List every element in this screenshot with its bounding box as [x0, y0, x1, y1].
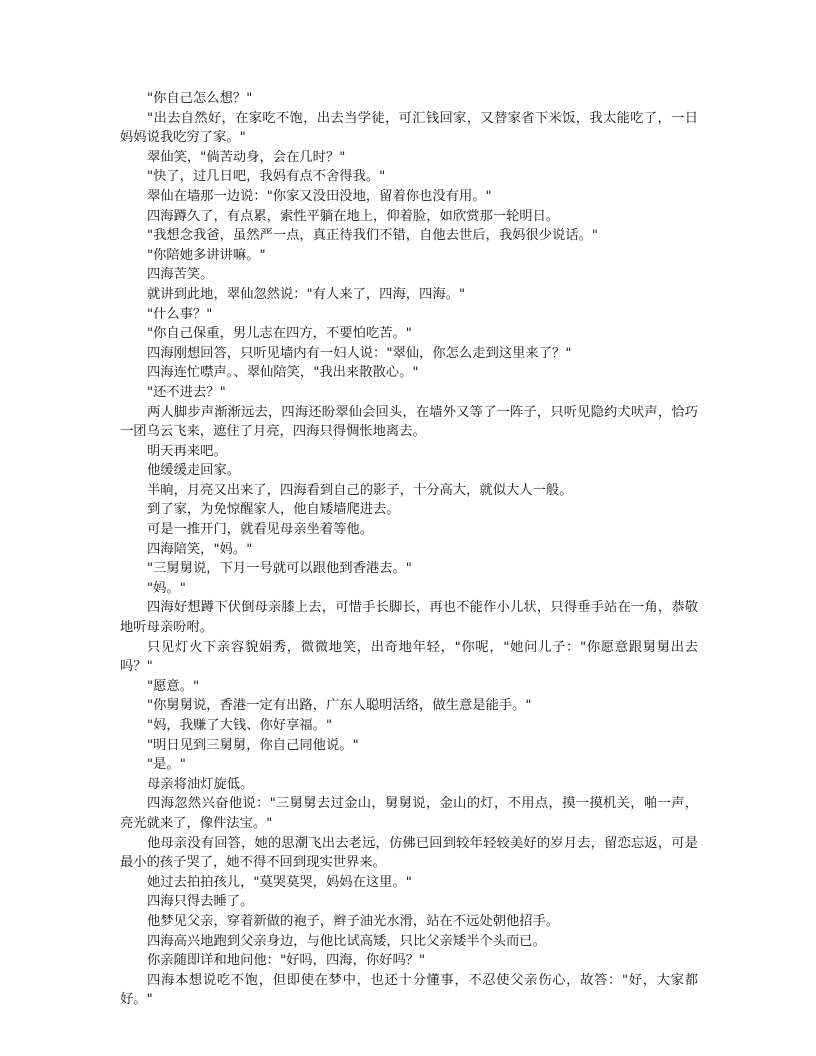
paragraph: 四海刚想回答，只听见墙内有一妇人说："翠仙，你怎么走到这里来了？" — [147, 345, 572, 361]
paragraph: 四海苦笑。 — [147, 267, 214, 283]
paragraph: "妈，我赚了大钱、你好享福。" — [147, 718, 333, 733]
paragraph: 四海好想蹲下伏倒母亲膝上去，可惜手长脚长，再也不能作小儿状，只得垂手站在一角，恭敬地听母亲吩咐。 — [120, 600, 698, 636]
paragraph: "三舅舅说，下月一号就可以跟他到香港去。" — [147, 561, 412, 577]
paragraph: "你自己怎么想？" — [147, 91, 253, 106]
paragraph: "我想念我爸，虽然严一点，真正待我们不错，自他去世后，我妈很少说话。" — [147, 228, 599, 244]
paragraph: 他缓缓走回家。 — [147, 463, 241, 479]
paragraph: 她过去拍拍孩儿，"莫哭莫哭，妈妈在这里。" — [147, 874, 412, 890]
paragraph: "妈。" — [147, 580, 186, 596]
paragraph: 四海陪笑，"妈。" — [147, 541, 253, 557]
paragraph: 四海蹲久了，有点累，索性平躺在地上，仰着脸，如欣赏那一轮明日。 — [147, 208, 560, 224]
paragraph: 只见灯火下亲容貌娟秀，微微地笑，出奇地年轻，"你呢，"她问儿子："你愿意跟舅舅出去吗？" — [120, 639, 698, 675]
paragraph: 翠仙在墙那一边说："你家又没田没地，留着你也没有用。" — [147, 188, 492, 204]
paragraph: 可是一推开门，就看见母亲坐着等他。 — [147, 522, 374, 538]
paragraph: 就讲到此地，翠仙忽然说："有人来了，四海，四海。" — [147, 286, 466, 302]
paragraph: 四海只得去睡了。 — [147, 894, 254, 910]
paragraph: "出去自然好，在家吃不饱，出去当学徒，可汇钱回家，又替家省下米饭，我太能吃了，一日妈妈说我吃穷了家。" — [120, 110, 698, 146]
paragraph: "明日见到三舅舅，你自己同他说。" — [147, 737, 359, 753]
paragraph: 到了家，为免惊醒家人，他自矮墙爬进去。 — [147, 502, 400, 518]
paragraph: 他母亲没有回答，她的思潮飞出去老远，仿佛已回到较年轻较美好的岁月去，留恋忘返，可是最小的孩子哭了，她不得不回到现实世界来。 — [120, 835, 698, 871]
paragraph: "你陪她多讲讲嘛。" — [147, 247, 266, 263]
paragraph: 四海本想说吃不饱，但即使在梦中，也还十分懂事，不忍使父亲伤心，故答："好，大家都好。" — [120, 972, 698, 1008]
paragraph: 四海高兴地跑到父亲身边，与他比试高矮，只比父亲矮半个头而已。 — [147, 933, 546, 949]
paragraph: "什么事？" — [147, 306, 213, 322]
paragraph: "愿意。" — [147, 678, 200, 694]
paragraph: "你舅舅说，香港一定有出路，广东人聪明活络，做生意是能手。" — [147, 698, 532, 714]
paragraph: 翠仙笑，"倘苦动身，会在几时？" — [147, 149, 346, 165]
paragraph: 明天再来吧。 — [147, 443, 227, 459]
paragraph: "你自己保重，男儿志在四方，不要怕吃苦。" — [147, 326, 412, 342]
paragraph: 两人脚步声渐渐远去，四海还盼翠仙会回头，在墙外又等了一阵子，只听见隐约犬吠声，恰巧一团乌云飞来，遮住了月亮，四海只得惆怅地离去。 — [120, 404, 698, 440]
paragraph: 他梦见父亲，穿着新做的袍子，辫子油光水滑，站在不远处朝他招手。 — [147, 913, 560, 929]
paragraph: 半晌，月亮又出来了，四海看到自己的影子，十分高大，就似大人一般。 — [147, 482, 573, 498]
paragraph: 四海忽然兴奋他说："三舅舅去过金山，舅舅说，金山的灯，不用点，摸一摸机关，啪一声，亮光就来了，像件法宝。" — [120, 796, 698, 831]
paragraph: 你亲随即详和地问他："好吗，四海，你好吗？" — [147, 953, 426, 969]
paragraph: "是。" — [147, 757, 186, 773]
paragraph: "还不进去？" — [147, 384, 226, 400]
paragraph: "快了，过几日吧，我妈有点不舍得我。" — [147, 169, 386, 185]
document-body — [120, 89, 698, 1010]
paragraph: 母亲将油灯旋低。 — [147, 776, 254, 792]
paragraph: 四海连忙噤声。、翠仙陪笑，"我出来散散心。" — [147, 365, 419, 381]
